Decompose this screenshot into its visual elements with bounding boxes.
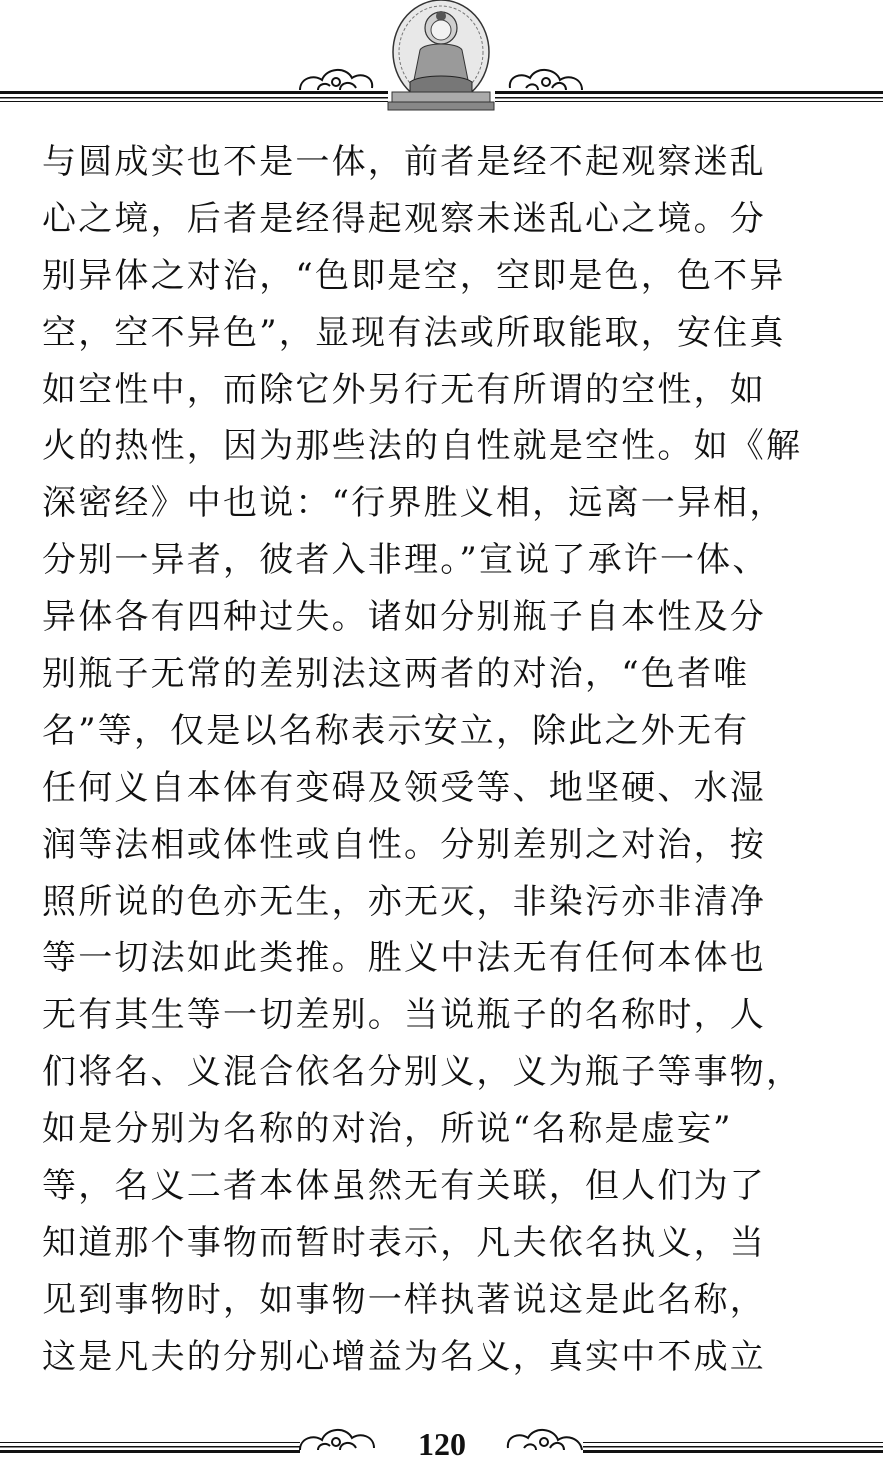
page-header [0,0,883,115]
text-line: 分别一异者，彼者入非理。”宣说了承许一体、 [42,540,769,581]
cloud-icon [510,70,582,90]
text-line: 知道那个事物而暂时表示，凡夫依名执义，当 [42,1222,766,1263]
text-line: 等，名义二者本体虽然无有关联，但人们为了 [42,1166,766,1207]
text-line: 照所说的色亦无生，亦无灭，非染污亦非清净 [42,881,766,922]
text-line: 别异体之对治，“色即是空，空即是色，色不异 [42,255,786,296]
body-text [42,134,842,1386]
text-line: 火的热性，因为那些法的自性就是空性。如《解 [42,426,803,467]
text-line: 心之境，后者是经得起观察未迷乱心之境。分 [42,198,766,239]
text-line: 别瓶子无常的差别法这两者的对治，“色者唯 [42,654,750,695]
text-line: 异体各有四种过失。诸如分别瓶子自本性及分 [42,597,766,638]
text-line: 无有其生等一切差别。当说瓶子的名称时，人 [42,995,766,1036]
buddha-figure-icon [388,0,494,110]
page-number: 120 [418,1426,466,1462]
text-line: 润等法相或体性或自性。分别差别之对治，按 [42,824,766,865]
text-line: 名”等，仅是以名称表示安立，除此之外无有 [42,710,750,751]
cloud-icon [300,70,372,90]
cloud-icon [508,1430,582,1450]
footer-rule-left [0,1442,300,1453]
footer-rule-right [583,1442,883,1453]
text-line: 见到事物时，如事物一样执著说这是此名称， [42,1279,766,1320]
text-line: 如是分别为名称的对治，所说“名称是虚妄” [42,1109,733,1150]
text-line: 深密经》中也说：“行界胜义相，远离一异相， [42,483,786,524]
text-line: 任何义自本体有变碍及领受等、地坚硬、水湿 [42,767,766,808]
text-line: 等一切法如此类推。胜义中法无有任何本体也 [42,938,766,979]
text-line: 如空性中，而除它外另行无有所谓的空性，如 [42,369,766,410]
cloud-icon [300,1430,374,1450]
header-rule-left [0,91,388,102]
header-rule-right [495,91,883,102]
header-ornament [0,0,883,115]
text-line: 们将名、义混合依名分别义，义为瓶子等事物， [42,1052,803,1093]
text-line: 空，空不异色”，显现有法或所取能取，安住真 [42,312,786,353]
text-line: 与圆成实也不是一体，前者是经不起观察迷乱 [42,142,766,182]
text-line: 这是凡夫的分别心增益为名义，真实中不成立 [42,1336,766,1377]
